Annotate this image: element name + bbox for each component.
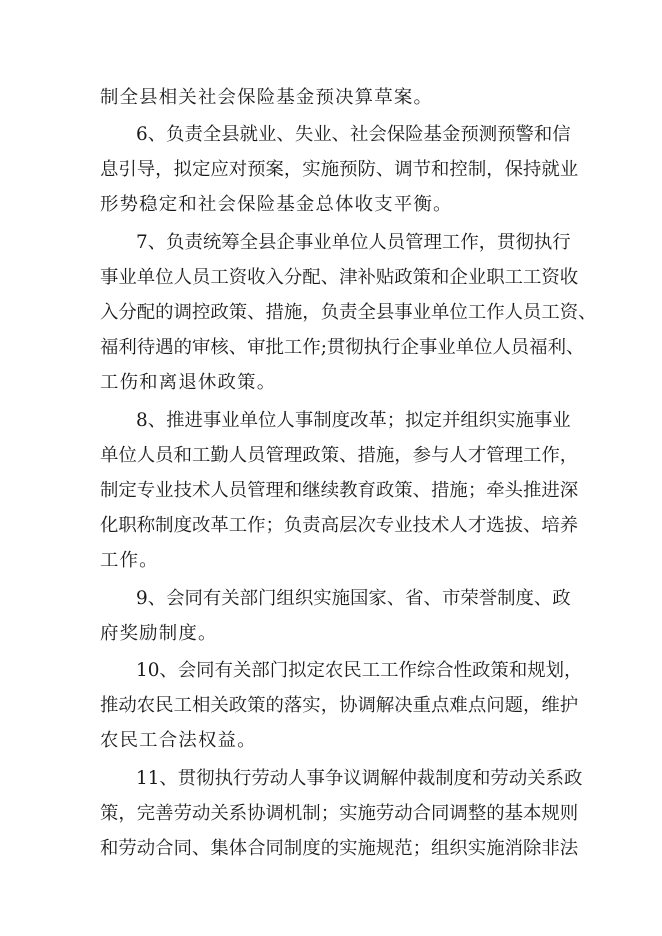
text-line: 11、贯彻执行劳动人事争议调解仲裁制度和劳动关系政 [136, 768, 583, 789]
text-line: 推动农民工相关政策的落实，协调解决重点难点问题，维护 [100, 695, 579, 716]
text-line: 6、负责全县就业、失业、社会保险基金预测预警和信 [136, 124, 571, 145]
text-line: 10、会同有关部门拟定农民工工作综合性政策和规划， [136, 660, 583, 681]
text-line: 形势稳定和社会保险基金总体收支平衡。 [100, 194, 453, 215]
text-line: 农民工合法权益。 [100, 730, 257, 751]
text-line: 制定专业技术人员管理和继续教育政策、措施；牵头推进深 [100, 480, 579, 501]
text-line: 府奖励制度。 [100, 623, 218, 644]
text-line: 化职称制度改革工作；负责高层次专业技术人才选拔、培养 [100, 515, 579, 536]
text-line: 入分配的调控政策、措施，负责全县事业单位工作人员工资、 [100, 302, 597, 323]
text-line: 工作。 [100, 550, 159, 571]
text-line: 福利待遇的审核、审批工作;贯彻执行企事业单位人员福利、 [100, 337, 585, 358]
text-line: 制全县相关社会保险基金预决算草案。 [100, 87, 434, 108]
text-line: 息引导，拟定应对预案，实施预防、调节和控制，保持就业 [100, 159, 579, 180]
text-line: 和劳动合同、集体合同制度的实施规范；组织实施消除非法 [100, 838, 579, 859]
text-line: 8、推进事业单位人事制度改革；拟定并组织实施事业 [136, 410, 571, 431]
text-line: 工伤和离退休政策。 [100, 372, 277, 393]
text-line: 策，完善劳动关系协调机制；实施劳动合同调整的基本规则 [100, 803, 579, 824]
text-line: 事业单位人员工资收入分配、津补贴政策和企业职工工资收 [100, 267, 579, 288]
text-line: 9、会同有关部门组织实施国家、省、市荣誉制度、政 [136, 588, 571, 609]
text-line: 单位人员和工勤人员管理政策、措施，参与人才管理工作， [100, 445, 579, 466]
text-line: 7、负责统筹全县企事业单位人员管理工作，贯彻执行 [136, 232, 571, 253]
